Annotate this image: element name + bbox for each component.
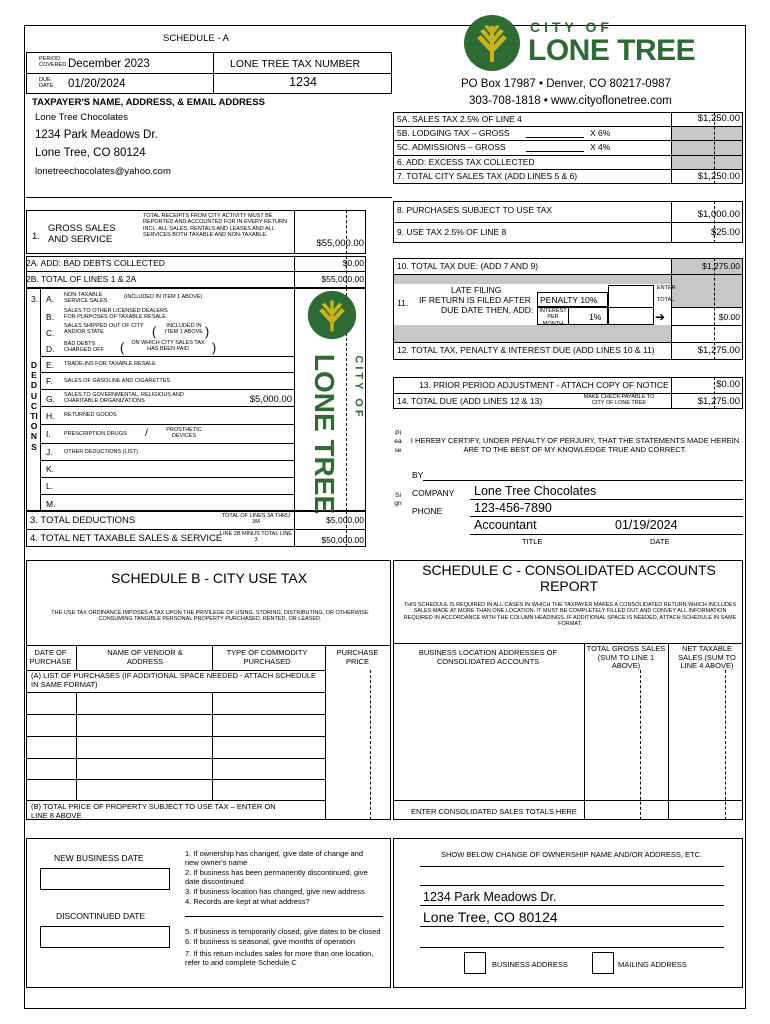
rule: [393, 342, 743, 343]
schedule-b-box: [26, 560, 391, 820]
company-value[interactable]: Lone Tree Chocolates: [474, 484, 597, 498]
rule: [671, 258, 672, 360]
line-3-note: TOTAL OF LINES 3A THRU 3M: [221, 513, 291, 526]
line-7-value[interactable]: $1,250.00: [697, 171, 740, 182]
cents-divider: [370, 670, 371, 820]
col-date-header: DATE OF PURCHASE: [29, 648, 72, 666]
rule: [393, 169, 743, 170]
col-location-header: BUSINESS LOCATION ADDRESSES OF CONSOLIDATED ACCOUNTS: [418, 648, 558, 666]
item-f-text: SALES OF GASOLINE AND CIGARETTES: [64, 378, 171, 384]
rule: [393, 126, 743, 127]
rule: [671, 325, 743, 326]
arrow-right-icon: ➔: [655, 310, 666, 324]
item-a-letter: A.: [46, 294, 55, 304]
new-business-label: NEW BUSINESS DATE: [54, 853, 144, 863]
item-b-text: SALES TO OTHER LICENSED DEALERS FOR PURPOSES OF TAXABLE RESALE: [64, 308, 168, 321]
rule: [40, 372, 294, 373]
item-e-text: TRADE-INS FOR TAXABLE RESALE: [64, 361, 156, 367]
table-row[interactable]: [26, 758, 325, 759]
tree-icon: [307, 290, 357, 340]
rule: [668, 643, 669, 820]
line-13-value[interactable]: $0.00: [716, 379, 740, 390]
col-gross-header: TOTAL GROSS SALES (SUM TO LINE 1 ABOVE): [586, 644, 666, 671]
interest-label: INTEREST PER MONTH: [539, 308, 567, 327]
rule: [40, 356, 294, 357]
rule: [294, 288, 295, 511]
col-type-header: TYPE OF COMMODITY PURCHASED: [226, 648, 308, 666]
certify-statement: I HEREBY CERTIFY, UNDER PENALTY OF PERJURY, THAT THE STATEMENTS MADE HEREIN ARE TO THE BEST OF MY KNOWLEDGE TRUE AND CORRECT.: [410, 436, 740, 454]
rule: [393, 393, 743, 394]
interest-rate: 1%: [589, 312, 602, 322]
phone-label: PHONE: [412, 506, 443, 516]
date-label: DATE: [650, 537, 670, 546]
line-11-text-1: LATE FILING: [451, 285, 502, 295]
title-label: TITLE: [522, 537, 543, 546]
company-line: [470, 499, 743, 500]
logo-city-of: CITY OF: [530, 19, 613, 35]
taxpayer-label: TAXPAYER'S NAME, ADDRESS, & EMAIL ADDRESS: [32, 97, 265, 108]
rule: [420, 866, 724, 867]
line-5b: 5B. LODGING TAX – GROSS: [397, 128, 510, 138]
line-12-value[interactable]: $1,275.00: [697, 345, 740, 356]
line-1-number: 1.: [32, 231, 40, 242]
change-street[interactable]: 1234 Park Meadows Dr.: [423, 890, 557, 904]
line-5a: 5A. SALES TAX 2.5% OF LINE 4: [397, 114, 522, 124]
taxpayer-email[interactable]: lonetreechocolates@yahoo.com: [35, 166, 171, 177]
rule: [325, 670, 326, 820]
item-j-letter: J.: [46, 447, 53, 457]
rule: [420, 947, 724, 948]
line-5c: 5C. ADMISSIONS – GROSS: [397, 142, 506, 152]
due-value[interactable]: 01/20/2024: [68, 78, 126, 90]
schedule-c-box: [393, 560, 743, 820]
col-vendor-header: NAME OF VENDOR & ADDRESS: [107, 648, 183, 666]
line-12: 12. TOTAL TAX, PENALTY & INTEREST DUE (ADD LINES 10 & 11): [397, 345, 655, 355]
line-4-note: LINE 2B MINUS TOTAL LINE 3: [220, 531, 292, 544]
rule: [294, 511, 295, 547]
line-3-value[interactable]: $5,000.00: [326, 515, 364, 525]
due-label: DUE DATE: [39, 77, 54, 90]
phone-value[interactable]: 123-456-7890: [474, 501, 552, 515]
col-net-header: NET TAXABLE SALES (SUM TO LINE 4 ABOVE): [678, 644, 736, 671]
item-k-letter: K.: [46, 464, 55, 474]
line-8: 8. PURCHASES SUBJECT TO USE TAX: [397, 205, 553, 215]
business-address-label: BUSINESS ADDRESS: [492, 960, 568, 969]
discontinued-label: DISCONTINUED DATE: [56, 911, 146, 921]
sign-vertical: Sign: [394, 492, 402, 508]
slash-separator: /: [145, 427, 148, 439]
rule: [40, 424, 294, 425]
logo-lone-tree: LONE TREE: [528, 34, 696, 67]
phone-line: [470, 516, 743, 517]
rule: [420, 905, 724, 906]
vertical-logo: [300, 290, 365, 515]
cents-divider: [640, 670, 641, 820]
line-6: 6. ADD: EXCESS TAX COLLECTED: [397, 157, 535, 167]
line-11-value[interactable]: $0.00: [718, 312, 740, 322]
header-mid-line: [26, 73, 392, 74]
line-4-total: 4. TOTAL NET TAXABLE SALES & SERVICE: [30, 533, 223, 544]
shade-11: [394, 274, 671, 284]
line-2b-value[interactable]: $55,000.00: [321, 274, 364, 284]
mailing-address-checkbox[interactable]: [592, 952, 614, 974]
line-9: 9. USE TAX 2.5% OF LINE 8: [397, 227, 507, 237]
rule: [584, 643, 585, 820]
rule: [40, 477, 294, 478]
rule: [393, 222, 743, 223]
line-13: 13. PRIOR PERIOD ADJUSTMENT - ATTACH COPY OF NOTICE: [419, 380, 669, 390]
schedule-a-title: SCHEDULE - A: [163, 33, 229, 44]
new-business-date-input[interactable]: [40, 868, 170, 890]
rule: [568, 307, 569, 325]
shade-5b-6: [671, 126, 742, 169]
table-row[interactable]: [26, 714, 325, 715]
vertical-city-of: CITY OF: [352, 355, 365, 420]
note-1: 1. If ownership has changed, give date of change and new owner's name: [185, 849, 364, 867]
rule: [76, 645, 77, 670]
line-2b: 2B. TOTAL OF LINES 1 & 2A: [26, 274, 137, 284]
deductions-vertical-label: DEDUCTIONS: [30, 360, 38, 452]
shade-11b: [394, 325, 671, 342]
item-g-value[interactable]: $5,000.00: [249, 394, 292, 405]
item-f-letter: F.: [46, 376, 53, 386]
note-3: 3. If business location has changed, give new address: [185, 887, 365, 896]
signature-line[interactable]: [423, 480, 743, 481]
rule: [325, 645, 326, 670]
enter-label: ENTER: [657, 285, 676, 291]
item-d-text: BAD DEBTS CHARGED OFF: [64, 341, 105, 354]
item-e-letter: E.: [46, 360, 55, 370]
item-j-text: OTHER DEDUCTIONS (LIST): [64, 449, 138, 455]
penalty-label: PENALTY 10%: [540, 295, 598, 305]
date-value[interactable]: 01/19/2024: [615, 518, 678, 532]
total-label: TOTAL: [657, 297, 675, 303]
penalty-entry-box[interactable]: [608, 285, 654, 325]
rule: [608, 307, 654, 308]
table-row[interactable]: [26, 736, 325, 737]
rule: [393, 800, 743, 801]
table-row[interactable]: [26, 779, 325, 780]
schedule-c-totals-label: ENTER CONSOLIDATED SALES TOTALS HERE: [411, 807, 577, 816]
rule: [76, 692, 77, 800]
line-1-label: GROSS SALES AND SERVICE: [48, 223, 116, 245]
please-vertical: Please: [394, 430, 402, 454]
item-d-note: ON WHICH CITY SALES TAX HAS BEEN PAID: [131, 340, 205, 353]
rule: [40, 389, 294, 390]
rule: [40, 460, 294, 461]
by-label: BY: [412, 470, 424, 480]
rule: [26, 692, 325, 693]
item-a-note: (INCLUDED IN ITEM 1 ABOVE): [124, 294, 203, 300]
period-label: PERIOD COVERED: [39, 56, 67, 69]
item-b-letter: B.: [46, 312, 55, 322]
mailing-address-label: MAILING ADDRESS: [618, 960, 687, 969]
rule: [26, 800, 325, 801]
tree-icon: [463, 14, 521, 72]
rule: [671, 307, 743, 308]
cents-divider: [725, 670, 726, 820]
line-5a-value[interactable]: $1,250.00: [697, 113, 740, 124]
paren-open-c: (: [152, 325, 157, 339]
line-10-value[interactable]: $1,275.00: [702, 261, 740, 271]
line-11-text-3: DUE DATE THEN, ADD:: [441, 305, 534, 315]
schedule-b-title: SCHEDULE B - CITY USE TAX: [111, 570, 308, 586]
schedule-b-total-label: (B) TOTAL PRICE OF PROPERTY SUBJECT TO USE TAX – ENTER ON LINE 8 ABOVE: [31, 802, 276, 820]
taxpayer-bottom: [26, 197, 392, 198]
line-11-number: 11.: [397, 298, 409, 308]
item-l-letter: L.: [46, 481, 54, 491]
purchases-list-label: (A) LIST OF PURCHASES (IF ADDITIONAL SPACE NEEDED - ATTACH SCHEDULE IN SAME FORMAT): [31, 671, 317, 689]
change-city[interactable]: Lone Tree, CO 80124: [423, 909, 558, 925]
taxpayer-city[interactable]: Lone Tree, CO 80124: [35, 147, 146, 159]
company-label: COMPANY: [412, 488, 455, 498]
rule: [420, 885, 724, 886]
note-5: 5. If business is temporarily closed, give dates to be closed: [185, 927, 381, 936]
item-g-letter: G.: [46, 394, 55, 404]
col-price-header: PURCHASE PRICE: [336, 648, 379, 666]
business-address-checkbox[interactable]: [464, 952, 486, 974]
line-3-number: 3.: [31, 294, 39, 304]
discontinued-date-input[interactable]: [40, 926, 170, 948]
taxpayer-street[interactable]: 1234 Park Meadows Dr.: [35, 129, 158, 141]
line-2a: 2A. ADD: BAD DEBTS COLLECTED: [26, 258, 165, 268]
item-h-letter: H.: [46, 411, 55, 421]
city-address: PO Box 17987 • Denver, CO 80217-0987: [461, 78, 671, 90]
taxpayer-name[interactable]: Lone Tree Chocolates: [35, 112, 128, 123]
rule: [26, 271, 366, 272]
schedule-c-intro: THIS SCHEDULE IS REQUIRED IN ALL CASES IN WHICH THE TAXPAYER MAKES A CONSOLIDATED RETURN WHICH INCLUDES SALES MADE AT MORE THAN ONE LOCATION. IT MUST BE COMPLETELY FILLED OUT AND CONVEY ALL INFORMATION REQUIRED IN ACCORDANCE WITH THE COLUMN HEADINGS. IF ADDITIONAL SPACE IS NEEDED, ATTACH SCHEDULE IN SAME FORMAT.: [403, 602, 737, 627]
line-8-value[interactable]: $1,000.00: [697, 209, 740, 220]
item-c-text: SALES SHIPPED OUT OF CITY AND/OR STATE: [64, 323, 144, 336]
logo: [463, 14, 723, 72]
rule: [420, 926, 724, 927]
item-c-note: INCLUDED IN ITEM 1 ABOVE: [165, 323, 203, 336]
period-value[interactable]: December 2023: [68, 58, 150, 70]
rule: [185, 916, 383, 917]
paren-close-d: ): [212, 341, 217, 355]
rule: [393, 155, 743, 156]
item-i-note: PROSTHETIC DEVICES: [166, 427, 202, 440]
item-m-letter: M.: [46, 499, 56, 509]
title-date-line: [470, 534, 743, 535]
rule: [294, 256, 295, 288]
line-4-value[interactable]: $50,000.00: [321, 535, 364, 545]
shade-11c: [671, 274, 742, 307]
rule: [212, 645, 213, 670]
line-3-total: 3. TOTAL DEDUCTIONS: [30, 515, 136, 526]
item-g-text: SALES TO GOVERNMENTAL, RELIGIOUS AND CHARITABLE ORGANIZATIONS: [64, 392, 184, 405]
rule: [26, 645, 391, 646]
rule: [26, 529, 366, 530]
item-c-letter: C.: [46, 328, 55, 338]
note-7: 7. If this return includes sales for more than one location, refer to and complete Schedule C: [185, 949, 374, 967]
line-9-value[interactable]: $25.00: [710, 227, 740, 238]
item-d-letter: D.: [46, 344, 55, 354]
line-5c-rate: X 4%: [590, 142, 611, 152]
line-11-text-2: IF RETURN IS FILED AFTER: [419, 295, 531, 305]
line-14-note: MAKE CHECK PAYABLE TO CITY OF LONE TREE: [583, 394, 655, 407]
line-5b-rate: X 6%: [590, 128, 611, 138]
title-value[interactable]: Accountant: [474, 518, 537, 532]
rule: [212, 692, 213, 800]
item-i-text: PRESCRIPTION DRUGS: [64, 431, 127, 437]
rule: [294, 210, 295, 254]
schedule-c-title: SCHEDULE C - CONSOLIDATED ACCOUNTS REPORT: [422, 562, 716, 595]
city-contact: 303-708-1818 • www.cityoflonetree.com: [469, 95, 672, 107]
line-10: 10. TOTAL TAX DUE: (ADD 7 AND 9): [397, 261, 539, 271]
note-2: 2. If business has been permanently discontinued, give date discontinued: [185, 868, 368, 886]
rule: [40, 494, 294, 495]
item-i-letter: I.: [46, 429, 51, 439]
rule: [526, 137, 584, 138]
item-a-text: NON-TAXABLE SERVICE SALES: [64, 292, 108, 305]
note-4: 4. Records are kept at what address?: [185, 897, 310, 906]
rule: [40, 406, 294, 407]
line-7: 7. TOTAL CITY SALES TAX (ADD LINES 5 & 6): [397, 171, 578, 181]
tax-number-value[interactable]: 1234: [289, 75, 317, 89]
change-label: SHOW BELOW CHANGE OF OWNERSHIP NAME AND/OR ADDRESS, ETC.: [441, 850, 703, 859]
schedule-b-intro: THE USE TAX ORDINANCE IMPOSES A TAX UPON THE PRIVILEGE OF USING, STORING, DISTRIBUTING, OR OTHERWISE CONSUMING TANGIBLE PERSONAL PROPERTY PURCHASED, RENTED, OR LEASED.: [51, 610, 369, 623]
rule: [393, 274, 743, 275]
line-14-value[interactable]: $1,275.00: [697, 396, 740, 407]
rule: [40, 443, 294, 444]
line-1-note: TOTAL RECEIPTS FROM CITY ACTIVITY MUST BE REPORTED AND ACCOUNTED FOR IN EVERY RETURN INCL. ALL SALES, RENTALS AND LEASES AND ALL SERVICES BOTH TAXABLE AND NON-TAXABLE.: [143, 213, 287, 238]
paren-close-c: ): [205, 325, 210, 339]
line-2a-value[interactable]: $0.00: [342, 258, 364, 268]
rule: [526, 151, 584, 152]
paren-open-d: (: [120, 341, 125, 355]
tax-number-label: LONE TREE TAX NUMBER: [230, 58, 361, 70]
note-6: 6. If business is seasonal, give months of operation: [185, 937, 356, 946]
item-h-text: RETURNED GOODS: [64, 412, 117, 418]
rule: [393, 140, 743, 141]
vertical-lone-tree: LONE TREE: [309, 353, 341, 515]
line-1-value[interactable]: $55,000.00: [316, 238, 364, 249]
line-14: 14. TOTAL DUE (ADD LINES 12 & 13): [397, 396, 543, 406]
